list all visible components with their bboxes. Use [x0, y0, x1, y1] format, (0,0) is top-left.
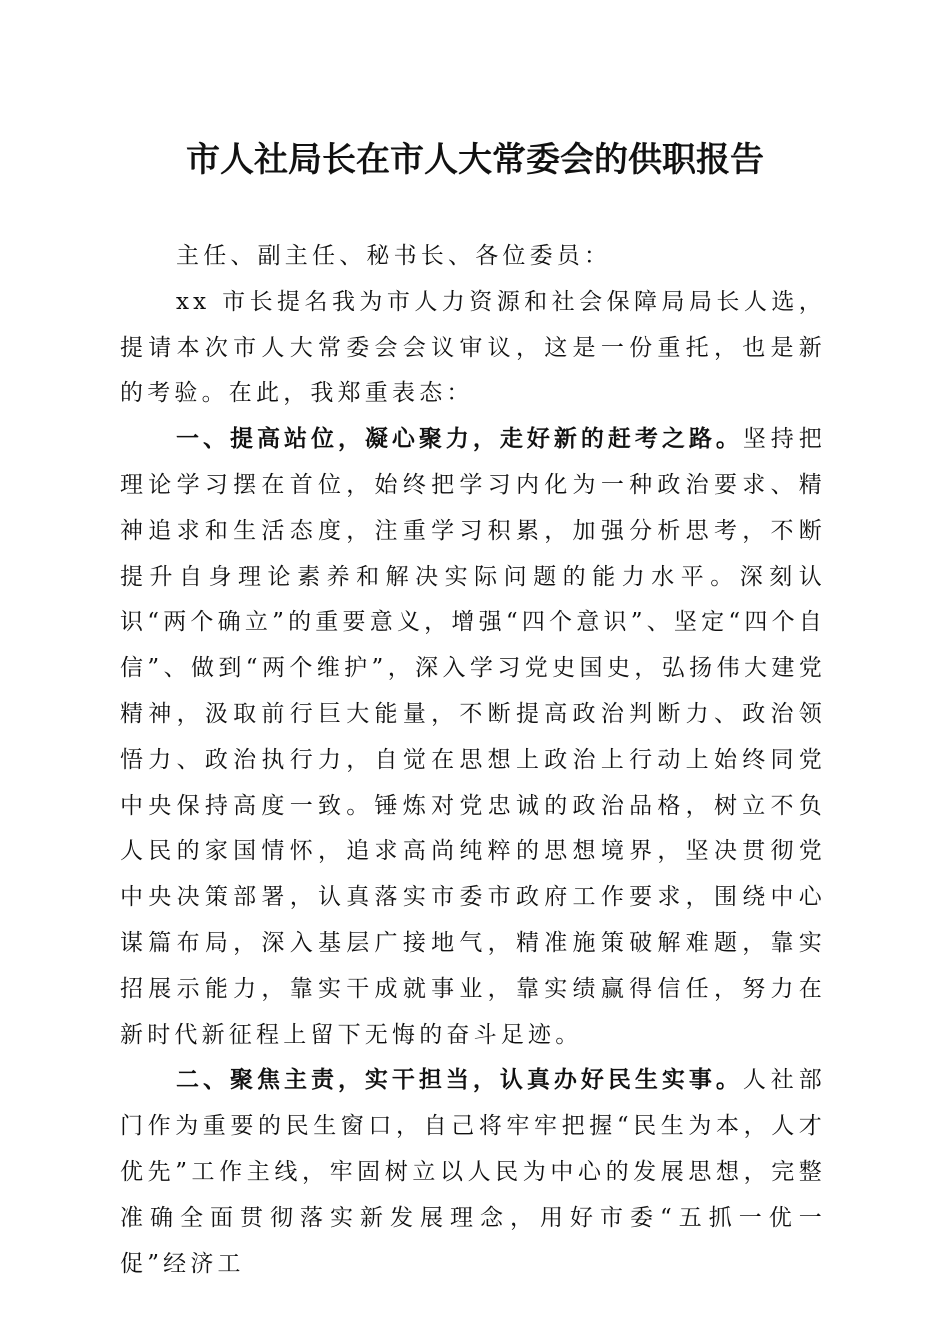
section-2-heading: 二、聚焦主责，实干担当，认真办好民生实事。	[176, 1067, 743, 1094]
intro-paragraph: xx 市长提名我为市人力资源和社会保障局局长人选，提请本次市人大常委会会议审议，这是一份重托，也是新的考验。在此，我郑重表态：	[120, 288, 826, 407]
section-2-paragraph	[120, 1058, 826, 1287]
section-1-text: 坚持把理论学习摆在首位，始终把学习内化为一种政治要求、精神追求和生活态度，注重学习积累，加强分析思考，不断提升自身理论素养和解决实际问题的能力水平。深刻认识“两个确立”的重要意义，增强“四个意识”、坚定“四个自信”、做到“两个维护”，深入学习党史国史，弘扬伟大建党精神，汲取前行巨大能量，不断提高政治判断力、政治领悟力、政治执行力，自觉在思想上政治上行动上始终同党中央保持高度一致。锤炼对党忠诚的政治品格，树立不负人民的家国情怀，追求高尚纯粹的思想境界，坚决贯彻党中央决策部署，认真落实市委市政府工作要求，围绕中心谋篇布局，深入基层广接地气，精准施策破解难题，靠实招展示能力，靠实干成就事业，靠实绩赢得信任，努力在新时代新征程上留下无悔的奋斗足迹。	[120, 426, 826, 1048]
section-1-paragraph	[120, 417, 826, 1058]
salutation-paragraph: 主任、副主任、秘书长、各位委员：	[176, 243, 612, 269]
document-title: 市人社局长在市人大常委会的供职报告	[186, 140, 764, 180]
section-1-heading: 一、提高站位，凝心聚力，走好新的赶考之路。	[176, 426, 743, 453]
section-2-text: 人社部门作为重要的民生窗口，自己将牢牢把握“民生为本，人才优先”工作主线，牢固树立以人民为中心的发展思想，完整准确全面贯彻落实新发展理念，用好市委“五抓一优一促”经济工	[120, 1067, 826, 1277]
document-body	[120, 234, 826, 1287]
